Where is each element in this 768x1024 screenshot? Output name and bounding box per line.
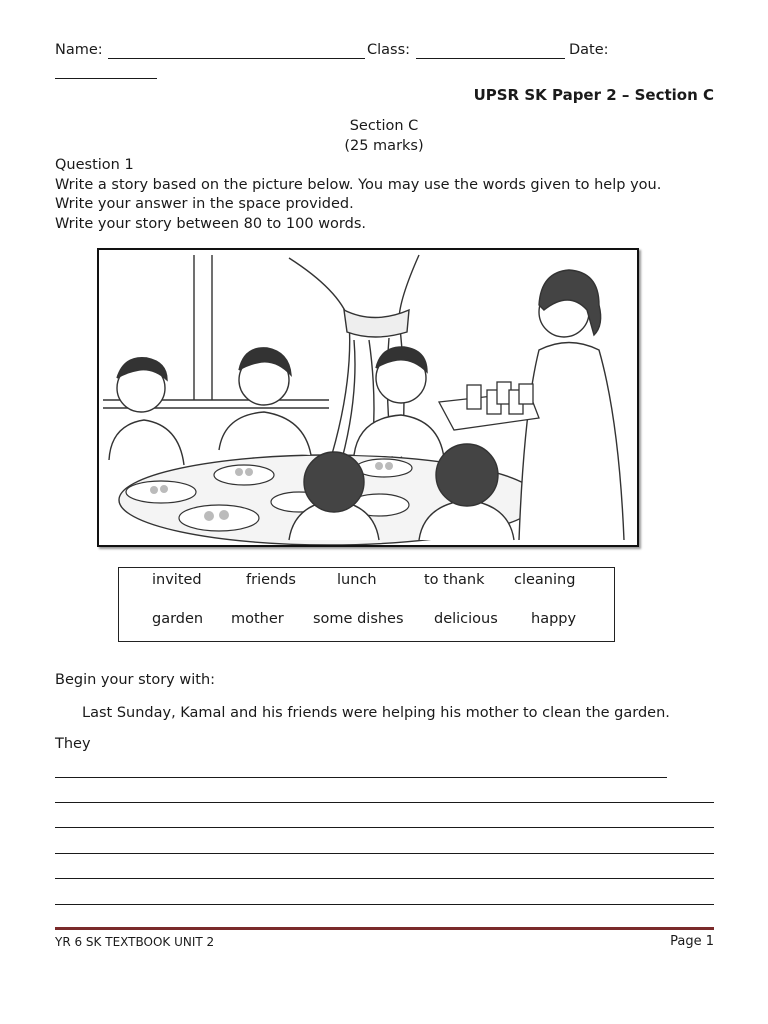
paper-title: UPSR SK Paper 2 – Section C (473, 86, 714, 104)
writing-line[interactable] (55, 827, 714, 828)
instruction-3: Write your story between 80 to 100 words. (55, 216, 366, 232)
story-start-word: They (55, 736, 91, 752)
story-picture (97, 248, 639, 547)
word-some-dishes: some dishes (313, 611, 404, 627)
footer-unit: YR 6 SK TEXTBOOK UNIT 2 (55, 935, 215, 949)
class-blank-line (416, 58, 565, 59)
instruction-1: Write a story based on the picture below. You may use the words given to help you. (55, 177, 662, 193)
section-marks: (25 marks) (344, 138, 424, 154)
word-garden: garden (152, 611, 204, 627)
writing-line[interactable] (55, 878, 714, 879)
word-invited: invited (152, 572, 202, 588)
word-friends: friends (246, 572, 296, 588)
story-opening: Last Sunday, Kamal and his friends were helping his mother to clean the garden. (82, 705, 670, 721)
class-label: Class: (367, 42, 411, 58)
page-number: Page 1 (670, 934, 714, 949)
family-lunch-illustration (99, 250, 637, 545)
begin-story-label: Begin your story with: (55, 672, 216, 688)
word-box (118, 567, 615, 642)
instruction-2: Write your answer in the space provided. (55, 196, 354, 212)
date-blank-line (55, 78, 157, 79)
word-happy: happy (531, 611, 577, 627)
word-to-thank: to thank (424, 572, 485, 588)
name-blank-line (108, 58, 365, 59)
word-delicious: delicious (434, 611, 498, 627)
writing-line[interactable] (55, 777, 667, 778)
writing-line[interactable] (55, 853, 714, 854)
section-title: Section C (349, 118, 419, 134)
word-lunch: lunch (337, 572, 377, 588)
word-mother: mother (231, 611, 284, 627)
name-label: Name: (55, 42, 103, 58)
footer-divider (55, 927, 714, 930)
date-label: Date: (569, 42, 609, 58)
writing-line[interactable] (55, 904, 714, 905)
question-number: Question 1 (55, 157, 134, 173)
word-cleaning: cleaning (514, 572, 576, 588)
writing-line[interactable] (55, 802, 714, 803)
